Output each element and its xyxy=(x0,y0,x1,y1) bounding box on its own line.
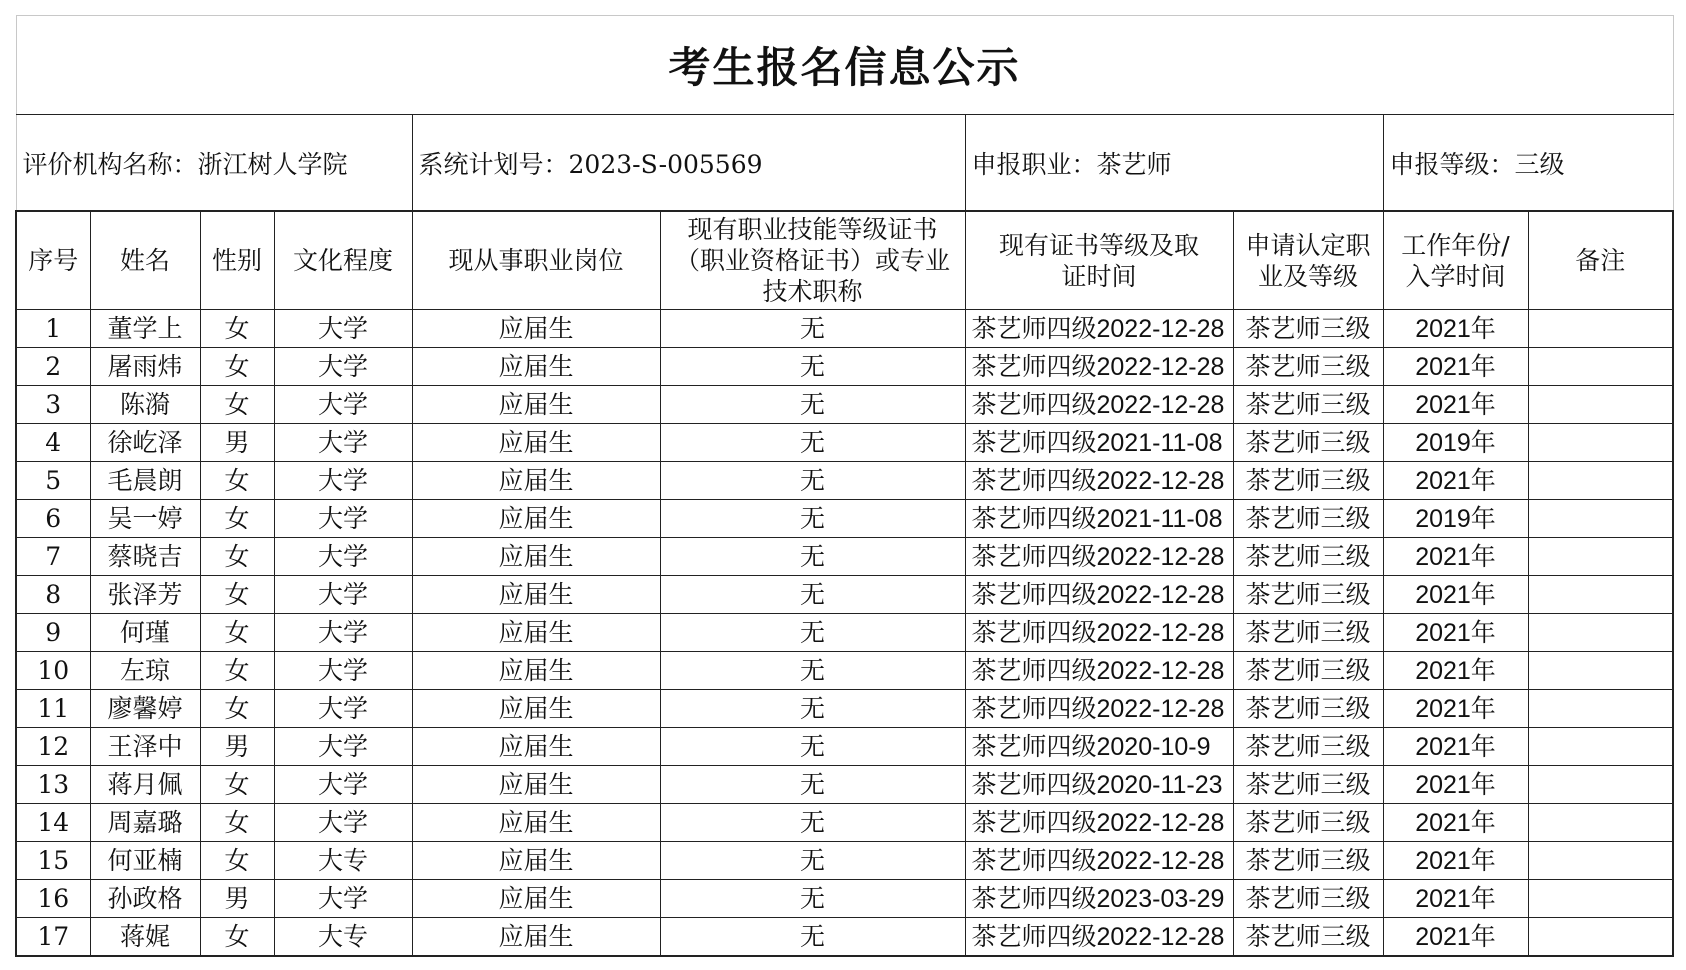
cell-seq: 6 xyxy=(16,500,90,538)
cell-year: 2019年 xyxy=(1383,424,1528,462)
cell-cert-time: 茶艺师四级2020-11-23 xyxy=(965,766,1233,804)
table-row xyxy=(16,690,1673,728)
cell-note xyxy=(1528,538,1673,576)
cell-position: 应届生 xyxy=(412,690,660,728)
cell-seq: 10 xyxy=(16,652,90,690)
cell-cert: 无 xyxy=(660,842,965,880)
cell-apply: 茶艺师三级 xyxy=(1233,652,1383,690)
cell-year: 2021年 xyxy=(1383,766,1528,804)
cell-education: 大学 xyxy=(274,386,412,424)
cell-year: 2021年 xyxy=(1383,348,1528,386)
cell-education: 大学 xyxy=(274,576,412,614)
cell-position: 应届生 xyxy=(412,918,660,957)
cell-apply: 茶艺师三级 xyxy=(1233,424,1383,462)
cell-gender: 女 xyxy=(200,462,274,500)
cell-apply: 茶艺师三级 xyxy=(1233,462,1383,500)
table-row xyxy=(16,500,1673,538)
cell-education: 大学 xyxy=(274,614,412,652)
cell-note xyxy=(1528,500,1673,538)
cell-cert-time: 茶艺师四级2022-12-28 xyxy=(965,652,1233,690)
cell-cert-time: 茶艺师四级2021-11-08 xyxy=(965,500,1233,538)
cell-position: 应届生 xyxy=(412,766,660,804)
header-year: 工作年份/入学时间 xyxy=(1383,211,1528,310)
cell-education: 大学 xyxy=(274,462,412,500)
cell-position: 应届生 xyxy=(412,880,660,918)
cell-name: 屠雨炜 xyxy=(90,348,200,386)
table-row xyxy=(16,804,1673,842)
table-row xyxy=(16,880,1673,918)
cell-note xyxy=(1528,728,1673,766)
cell-name: 何瑾 xyxy=(90,614,200,652)
cell-education: 大学 xyxy=(274,310,412,348)
cell-gender: 女 xyxy=(200,766,274,804)
cell-apply: 茶艺师三级 xyxy=(1233,348,1383,386)
cell-note xyxy=(1528,880,1673,918)
cell-position: 应届生 xyxy=(412,576,660,614)
cell-seq: 5 xyxy=(16,462,90,500)
cell-seq: 17 xyxy=(16,918,90,957)
org-value: 浙江树人学院 xyxy=(197,149,348,179)
cell-cert: 无 xyxy=(660,652,965,690)
cell-name: 蒋娓 xyxy=(90,918,200,957)
cell-position: 应届生 xyxy=(412,348,660,386)
cell-year: 2021年 xyxy=(1383,842,1528,880)
title-row xyxy=(16,16,1673,115)
cell-seq: 15 xyxy=(16,842,90,880)
table-row xyxy=(16,766,1673,804)
cell-cert: 无 xyxy=(660,614,965,652)
table-row xyxy=(16,348,1673,386)
cell-cert: 无 xyxy=(660,804,965,842)
cell-year: 2021年 xyxy=(1383,576,1528,614)
cell-gender: 男 xyxy=(200,728,274,766)
cell-gender: 女 xyxy=(200,576,274,614)
cell-cert-time: 茶艺师四级2020-10-9 xyxy=(965,728,1233,766)
cell-position: 应届生 xyxy=(412,462,660,500)
table-row xyxy=(16,462,1673,500)
cell-position: 应届生 xyxy=(412,652,660,690)
cell-seq: 7 xyxy=(16,538,90,576)
cell-year: 2021年 xyxy=(1383,614,1528,652)
cell-apply: 茶艺师三级 xyxy=(1233,842,1383,880)
cell-seq: 2 xyxy=(16,348,90,386)
cell-education: 大专 xyxy=(274,918,412,957)
cell-cert: 无 xyxy=(660,880,965,918)
cell-cert: 无 xyxy=(660,690,965,728)
cell-gender: 女 xyxy=(200,690,274,728)
cell-year: 2021年 xyxy=(1383,652,1528,690)
cell-position: 应届生 xyxy=(412,614,660,652)
cell-year: 2021年 xyxy=(1383,538,1528,576)
cell-cert: 无 xyxy=(660,576,965,614)
cell-name: 徐屹泽 xyxy=(90,424,200,462)
cell-apply: 茶艺师三级 xyxy=(1233,880,1383,918)
page-title: 考生报名信息公示 xyxy=(16,16,1673,115)
cell-cert-time: 茶艺师四级2022-12-28 xyxy=(965,918,1233,957)
cell-cert: 无 xyxy=(660,348,965,386)
level-info xyxy=(1383,115,1673,212)
cell-education: 大专 xyxy=(274,842,412,880)
cell-name: 廖馨婷 xyxy=(90,690,200,728)
table-row xyxy=(16,310,1673,348)
cell-seq: 9 xyxy=(16,614,90,652)
cell-seq: 1 xyxy=(16,310,90,348)
cell-note xyxy=(1528,614,1673,652)
cell-name: 左琼 xyxy=(90,652,200,690)
cell-gender: 女 xyxy=(200,310,274,348)
cell-position: 应届生 xyxy=(412,310,660,348)
cell-name: 蔡晓吉 xyxy=(90,538,200,576)
cell-apply: 茶艺师三级 xyxy=(1233,918,1383,957)
cell-cert-time: 茶艺师四级2022-12-28 xyxy=(965,462,1233,500)
cell-cert: 无 xyxy=(660,766,965,804)
cell-apply: 茶艺师三级 xyxy=(1233,310,1383,348)
cell-education: 大学 xyxy=(274,766,412,804)
cell-position: 应届生 xyxy=(412,386,660,424)
occupation-label: 申报职业： xyxy=(971,149,1097,179)
cell-education: 大学 xyxy=(274,652,412,690)
cell-seq: 3 xyxy=(16,386,90,424)
table-row xyxy=(16,386,1673,424)
cell-gender: 女 xyxy=(200,614,274,652)
cell-apply: 茶艺师三级 xyxy=(1233,614,1383,652)
header-note: 备注 xyxy=(1528,211,1673,310)
plan-info xyxy=(412,115,965,212)
cell-seq: 4 xyxy=(16,424,90,462)
cell-note xyxy=(1528,766,1673,804)
table-row xyxy=(16,728,1673,766)
cell-year: 2021年 xyxy=(1383,728,1528,766)
cell-name: 何亚楠 xyxy=(90,842,200,880)
info-row xyxy=(16,115,1673,212)
cell-cert-time: 茶艺师四级2021-11-08 xyxy=(965,424,1233,462)
cell-note xyxy=(1528,310,1673,348)
table-row xyxy=(16,652,1673,690)
header-seq: 序号 xyxy=(16,211,90,310)
cell-gender: 女 xyxy=(200,386,274,424)
cell-note xyxy=(1528,652,1673,690)
cell-apply: 茶艺师三级 xyxy=(1233,766,1383,804)
header-education: 文化程度 xyxy=(274,211,412,310)
cell-position: 应届生 xyxy=(412,424,660,462)
cell-gender: 女 xyxy=(200,918,274,957)
cell-cert-time: 茶艺师四级2022-12-28 xyxy=(965,690,1233,728)
cell-apply: 茶艺师三级 xyxy=(1233,690,1383,728)
cell-education: 大学 xyxy=(274,500,412,538)
cell-seq: 16 xyxy=(16,880,90,918)
cell-education: 大学 xyxy=(274,424,412,462)
cell-gender: 女 xyxy=(200,348,274,386)
table-row xyxy=(16,614,1673,652)
cell-gender: 女 xyxy=(200,804,274,842)
cell-cert-time: 茶艺师四级2022-12-28 xyxy=(965,348,1233,386)
cell-gender: 男 xyxy=(200,424,274,462)
cell-cert: 无 xyxy=(660,538,965,576)
cell-gender: 女 xyxy=(200,538,274,576)
cell-note xyxy=(1528,424,1673,462)
cell-cert-time: 茶艺师四级2023-03-29 xyxy=(965,880,1233,918)
cell-year: 2021年 xyxy=(1383,690,1528,728)
cell-seq: 12 xyxy=(16,728,90,766)
header-cert: 现有职业技能等级证书（职业资格证书）或专业技术职称 xyxy=(660,211,965,310)
cell-year: 2021年 xyxy=(1383,310,1528,348)
cell-cert: 无 xyxy=(660,918,965,957)
header-name: 姓名 xyxy=(90,211,200,310)
cell-apply: 茶艺师三级 xyxy=(1233,500,1383,538)
header-cert-time: 现有证书等级及取证时间 xyxy=(965,211,1233,310)
plan-label: 系统计划号： xyxy=(418,149,569,179)
cell-name: 孙政格 xyxy=(90,880,200,918)
cell-cert: 无 xyxy=(660,462,965,500)
cell-position: 应届生 xyxy=(412,500,660,538)
cell-cert-time: 茶艺师四级2022-12-28 xyxy=(965,310,1233,348)
cell-cert-time: 茶艺师四级2022-12-28 xyxy=(965,614,1233,652)
cell-year: 2021年 xyxy=(1383,462,1528,500)
table-row xyxy=(16,842,1673,880)
cell-note xyxy=(1528,690,1673,728)
cell-apply: 茶艺师三级 xyxy=(1233,386,1383,424)
org-info xyxy=(16,115,412,212)
cell-note xyxy=(1528,386,1673,424)
cell-education: 大学 xyxy=(274,804,412,842)
header-row xyxy=(16,211,1673,310)
level-value: 三级 xyxy=(1514,149,1565,179)
cell-education: 大学 xyxy=(274,348,412,386)
occupation-info xyxy=(965,115,1383,212)
cell-seq: 13 xyxy=(16,766,90,804)
cell-apply: 茶艺师三级 xyxy=(1233,538,1383,576)
cell-gender: 女 xyxy=(200,652,274,690)
cell-cert: 无 xyxy=(660,386,965,424)
cell-name: 陈漪 xyxy=(90,386,200,424)
occupation-value: 茶艺师 xyxy=(1096,149,1172,179)
table-row xyxy=(16,918,1673,957)
cell-position: 应届生 xyxy=(412,538,660,576)
cell-name: 王泽中 xyxy=(90,728,200,766)
cell-cert: 无 xyxy=(660,310,965,348)
cell-seq: 14 xyxy=(16,804,90,842)
level-label: 申报等级： xyxy=(1389,149,1515,179)
cell-cert-time: 茶艺师四级2022-12-28 xyxy=(965,538,1233,576)
cell-education: 大学 xyxy=(274,538,412,576)
header-apply: 申请认定职业及等级 xyxy=(1233,211,1383,310)
cell-seq: 8 xyxy=(16,576,90,614)
cell-education: 大学 xyxy=(274,690,412,728)
cell-gender: 男 xyxy=(200,880,274,918)
cell-education: 大学 xyxy=(274,880,412,918)
cell-gender: 女 xyxy=(200,842,274,880)
table-row xyxy=(16,576,1673,614)
header-position: 现从事职业岗位 xyxy=(412,211,660,310)
cell-name: 吴一婷 xyxy=(90,500,200,538)
cell-name: 毛晨朗 xyxy=(90,462,200,500)
plan-value: 2023-S-005569 xyxy=(568,149,763,179)
cell-name: 张泽芳 xyxy=(90,576,200,614)
cell-year: 2021年 xyxy=(1383,880,1528,918)
header-gender: 性别 xyxy=(200,211,274,310)
cell-position: 应届生 xyxy=(412,804,660,842)
registration-table xyxy=(15,15,1674,957)
cell-apply: 茶艺师三级 xyxy=(1233,728,1383,766)
cell-note xyxy=(1528,576,1673,614)
cell-position: 应届生 xyxy=(412,842,660,880)
cell-cert-time: 茶艺师四级2022-12-28 xyxy=(965,576,1233,614)
cell-year: 2021年 xyxy=(1383,918,1528,957)
cell-note xyxy=(1528,918,1673,957)
cell-cert-time: 茶艺师四级2022-12-28 xyxy=(965,386,1233,424)
org-label: 评价机构名称： xyxy=(22,149,198,179)
cell-note xyxy=(1528,462,1673,500)
cell-note xyxy=(1528,804,1673,842)
cell-position: 应届生 xyxy=(412,728,660,766)
table-row xyxy=(16,424,1673,462)
cell-name: 董学上 xyxy=(90,310,200,348)
table-row xyxy=(16,538,1673,576)
cell-cert-time: 茶艺师四级2022-12-28 xyxy=(965,842,1233,880)
cell-year: 2019年 xyxy=(1383,500,1528,538)
cell-note xyxy=(1528,842,1673,880)
cell-year: 2021年 xyxy=(1383,386,1528,424)
cell-name: 蒋月佩 xyxy=(90,766,200,804)
cell-seq: 11 xyxy=(16,690,90,728)
cell-cert: 无 xyxy=(660,728,965,766)
cell-year: 2021年 xyxy=(1383,804,1528,842)
cell-cert-time: 茶艺师四级2022-12-28 xyxy=(965,804,1233,842)
cell-gender: 女 xyxy=(200,500,274,538)
cell-note xyxy=(1528,348,1673,386)
cell-apply: 茶艺师三级 xyxy=(1233,576,1383,614)
cell-education: 大学 xyxy=(274,728,412,766)
cell-cert: 无 xyxy=(660,500,965,538)
cell-cert: 无 xyxy=(660,424,965,462)
cell-name: 周嘉璐 xyxy=(90,804,200,842)
cell-apply: 茶艺师三级 xyxy=(1233,804,1383,842)
